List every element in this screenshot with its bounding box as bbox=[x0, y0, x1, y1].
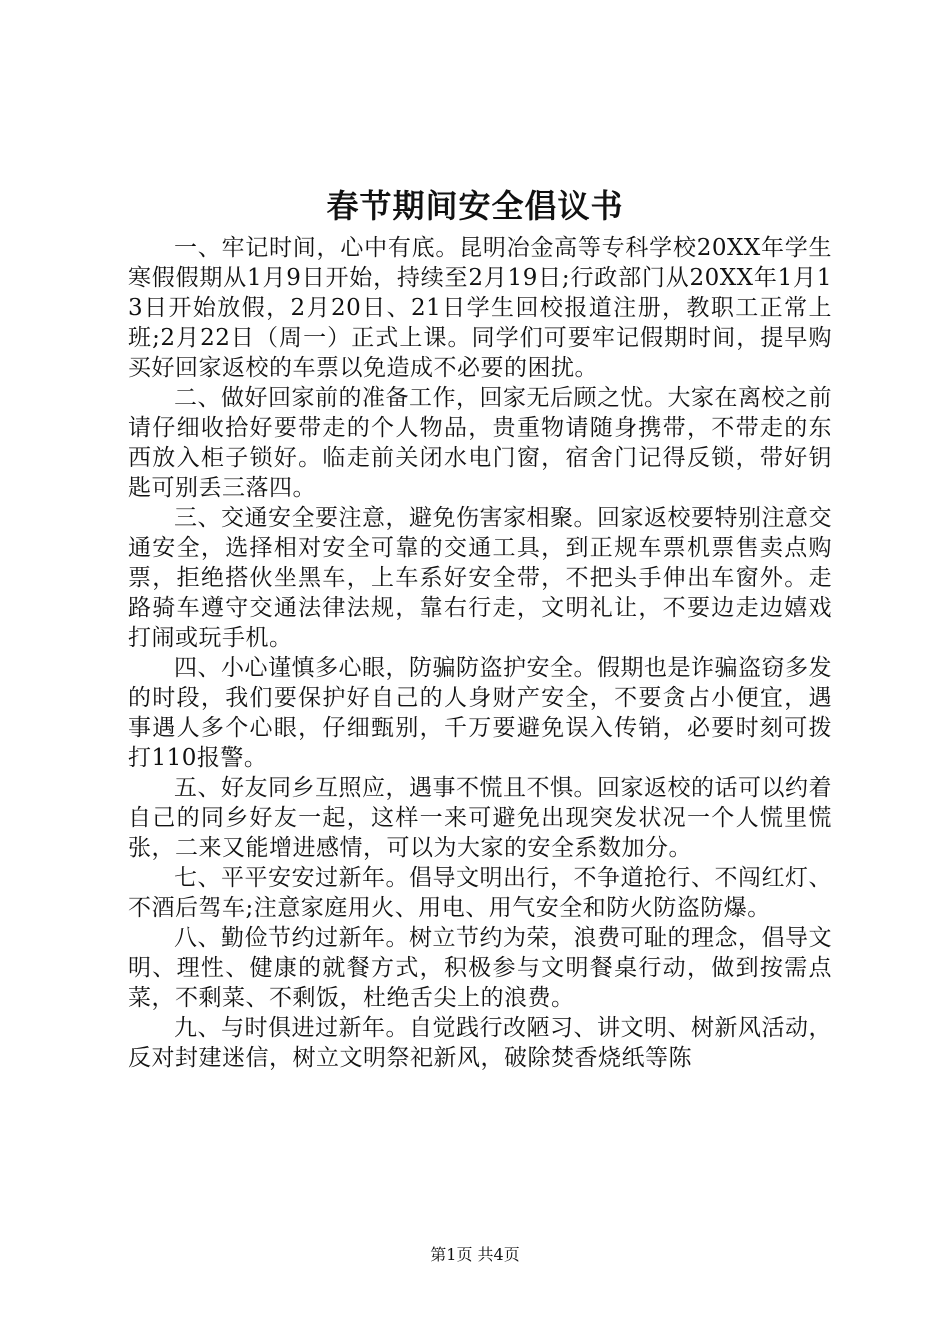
paragraph: 七、平平安安过新年。倡导文明出行，不争道抢行、不闯红灯、不酒后驾车;注意家庭用火、用电、用气安全和防火防盗防爆。 bbox=[128, 865, 832, 921]
document-title: 春节期间安全倡议书 bbox=[326, 187, 624, 225]
paragraph: 九、与时俱进过新年。自觉践行改陋习、讲文明、树新风活动，反对封建迷信，树立文明祭祀新风，破除焚香烧纸等陈 bbox=[128, 1015, 832, 1071]
paragraph: 一、牢记时间，心中有底。昆明冶金高等专科学校20XX年学生寒假假期从1月9日开始，持续至2月19日;行政部门从20XX年1月13日开始放假，2月20日、21日学生回校报道注册，教职工正常上班;2月22日（周一）正式上课。同学们可要牢记假期时间，提早购买好回家返校的车票以免造成不必要的困扰。 bbox=[128, 235, 832, 381]
paragraph: 五、好友同乡互照应，遇事不慌且不惧。回家返校的话可以约着自己的同乡好友一起，这样一来可避免出现突发状况一个人慌里慌张，二来又能增进感情，可以为大家的安全系数加分。 bbox=[128, 775, 832, 861]
paragraph: 四、小心谨慎多心眼，防骗防盗护安全。假期也是诈骗盗窃多发的时段，我们要保护好自己的人身财产安全，不要贪占小便宜，遇事遇人多个心眼，仔细甄别，千万要避免误入传销，必要时刻可拨打110报警。 bbox=[128, 655, 832, 771]
paragraph: 二、做好回家前的准备工作，回家无后顾之忧。大家在离校之前请仔细收拾好要带走的个人物品，贵重物请随身携带，不带走的东西放入柜子锁好。临走前关闭水电门窗，宿舍门记得反锁，带好钥匙可别丢三落四。 bbox=[128, 385, 832, 501]
paragraph: 八、勤俭节约过新年。树立节约为荣，浪费可耻的理念，倡导文明、理性、健康的就餐方式，积极参与文明餐桌行动，做到按需点菜，不剩菜、不剩饭，杜绝舌尖上的浪费。 bbox=[128, 925, 832, 1011]
page-number: 第1页 共4页 bbox=[430, 1245, 520, 1264]
document-body bbox=[128, 233, 832, 1191]
paragraph: 三、交通安全要注意，避免伤害家相聚。回家返校要特别注意交通安全，选择相对安全可靠的交通工具，到正规车票机票售卖点购票，拒绝搭伙坐黑车，上车系好安全带，不把头手伸出车窗外。走路骑车遵守交通法律法规，靠右行走，文明礼让，不要边走边嬉戏打闹或玩手机。 bbox=[128, 505, 832, 651]
